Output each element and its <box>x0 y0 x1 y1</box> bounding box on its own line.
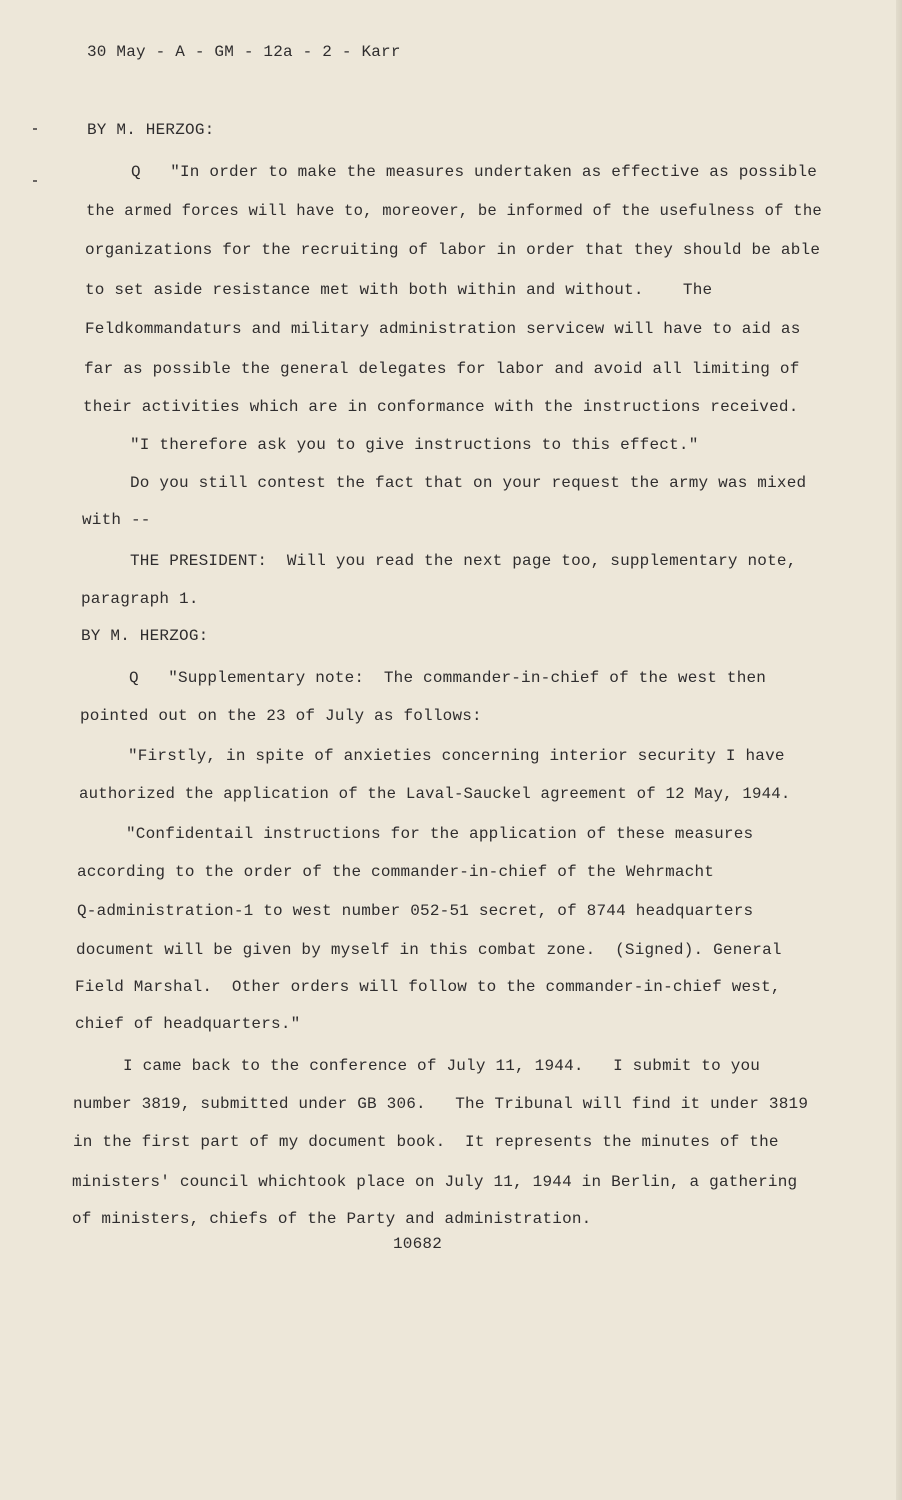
page-number: 10682 <box>393 1235 443 1253</box>
text-line: authorized the application of the Laval-Sauckel agreement of 12 May, 1944. <box>79 785 791 803</box>
text-line: Q "Supplementary note: The commander-in-chief of the west then <box>129 669 767 687</box>
text-line: "Confidentail instructions for the application of these measures <box>126 825 754 843</box>
text-line: pointed out on the 23 of July as follows: <box>80 707 482 725</box>
text-line: far as possible the general delegates for labor and avoid all limiting of <box>84 360 800 378</box>
text-line: ministers' council whichtook place on July 11, 1944 in Berlin, a gathering <box>72 1173 798 1191</box>
text-line: "Firstly, in spite of anxieties concerning interior security I have <box>128 747 785 765</box>
text-line: the armed forces will have to, moreover, be informed of the usefulness of the <box>86 202 822 220</box>
text-line: their activities which are in conformance with the instructions received. <box>83 398 799 416</box>
text-line: to set aside resistance met with both within and without. The <box>85 281 713 299</box>
paper-edge <box>896 0 902 1500</box>
document-header: 30 May - A - GM - 12a - 2 - Karr <box>87 43 401 61</box>
text-line: number 3819, submitted under GB 306. The Tribunal will find it under 3819 <box>73 1095 809 1113</box>
text-line: paragraph 1. <box>81 590 199 608</box>
margin-mark <box>33 180 37 182</box>
text-line: chief of headquarters." <box>75 1015 301 1033</box>
text-line: I came back to the conference of July 11, 1944. I submit to you <box>123 1057 761 1075</box>
margin-mark <box>33 128 37 130</box>
text-line: THE PRESIDENT: Will you read the next page too, supplementary note, <box>130 552 797 570</box>
text-line: organizations for the recruiting of labor in order that they should be able <box>85 241 821 259</box>
text-line: document will be given by myself in this combat zone. (Signed). General <box>76 941 782 959</box>
text-line: according to the order of the commander-in-chief of the Wehrmacht <box>77 863 715 881</box>
text-line: Do you still contest the fact that on your request the army was mixed <box>130 474 807 492</box>
text-line: "I therefore ask you to give instructions to this effect." <box>130 436 699 454</box>
text-line: BY M. HERZOG: <box>87 121 215 139</box>
text-line: Feldkommandaturs and military administration servicew will have to aid as <box>85 320 801 338</box>
text-line: Q-administration-1 to west number 052-51 secret, of 8744 headquarters <box>77 902 754 920</box>
text-line: BY M. HERZOG: <box>81 627 209 645</box>
text-line: in the first part of my document book. It represents the minutes of the <box>73 1133 779 1151</box>
text-line: Field Marshal. Other orders will follow to the commander-in-chief west, <box>75 978 781 996</box>
text-line: with -- <box>82 511 151 529</box>
text-line: Q "In order to make the measures undertaken as effective as possible <box>131 163 818 181</box>
text-line: of ministers, chiefs of the Party and administration. <box>72 1210 592 1228</box>
